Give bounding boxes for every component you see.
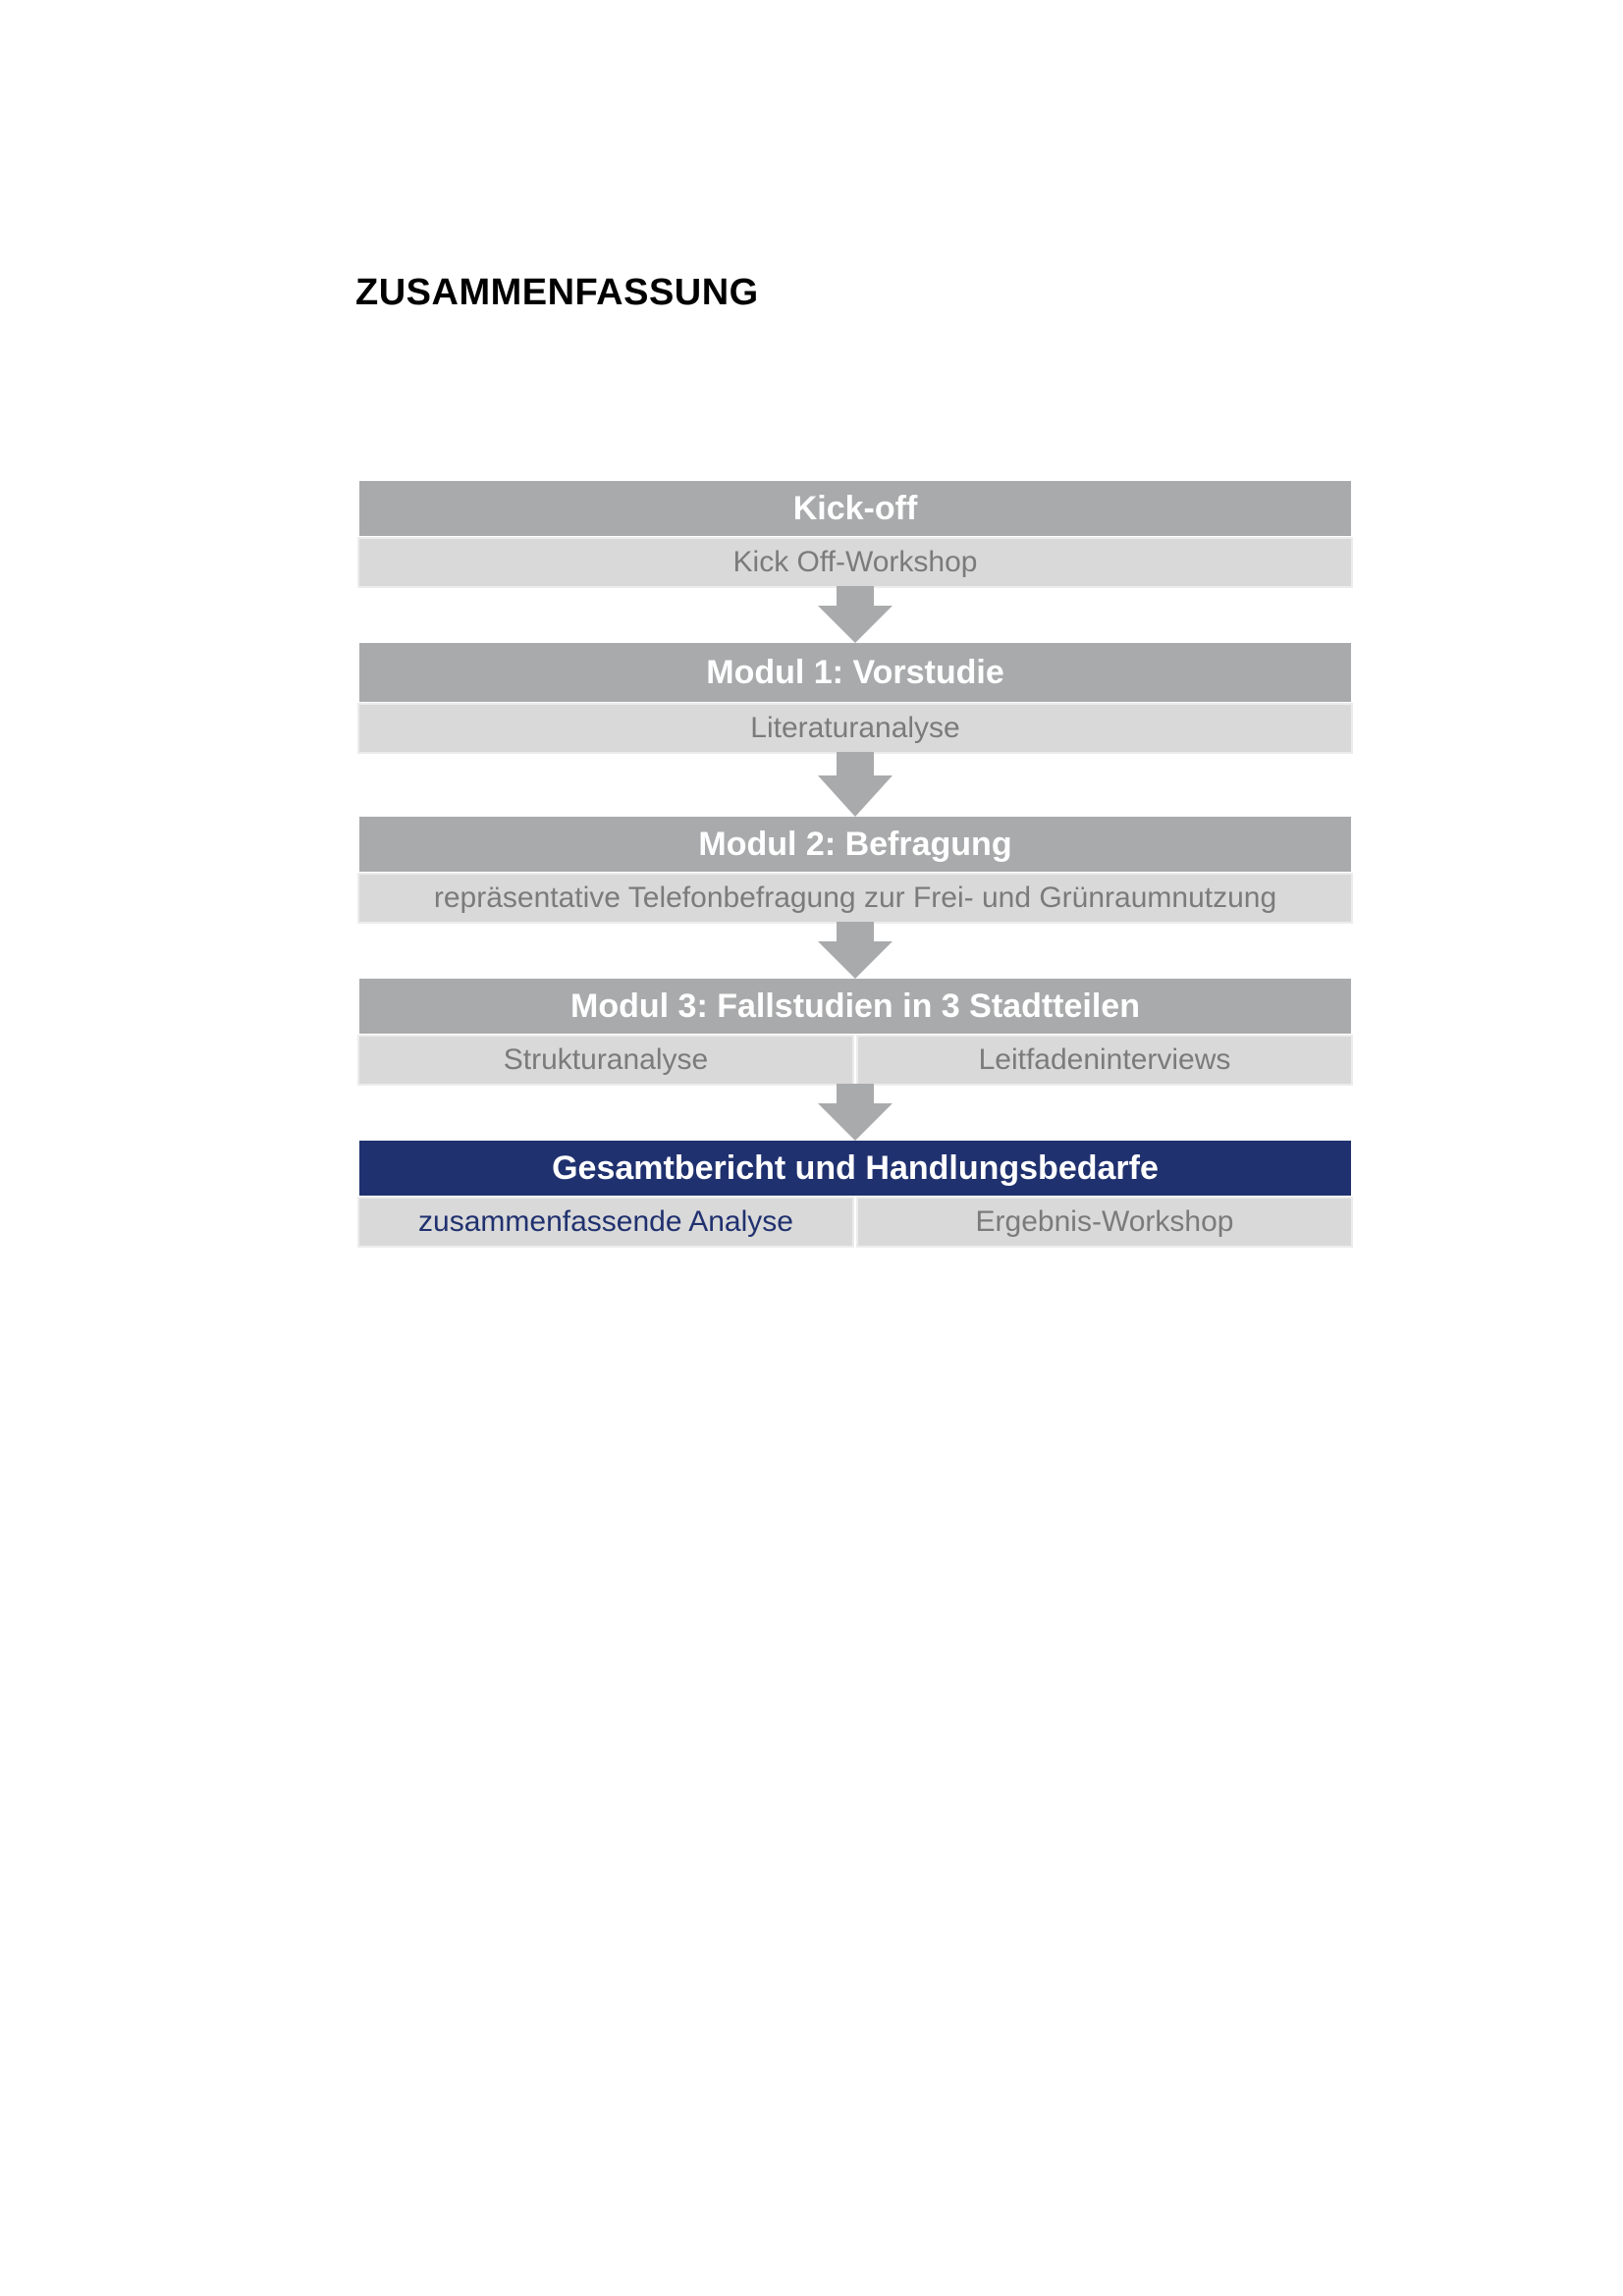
stage-kick-off [359,481,1351,586]
stage-item: Strukturanalyse [359,1037,852,1084]
stage-gesamtbericht [359,1141,1351,1246]
arrow-down-icon [818,922,893,979]
page-title: ZUSAMMENFASSUNG [355,272,759,313]
stage-items [359,1199,1351,1246]
stage-heading: Kick-off [359,481,1351,536]
stage-items [359,539,1351,586]
stage-heading: Modul 3: Fallstudien in 3 Stadtteilen [359,979,1351,1034]
arrow-down-icon [818,586,893,643]
stage-items [359,875,1351,922]
stage-modul-3 [359,979,1351,1084]
stage-item: Leitfadeninterviews [858,1037,1351,1084]
stage-items [359,1037,1351,1084]
stage-modul-1 [359,643,1351,752]
arrow-down-icon [818,1084,893,1141]
arrow-down-icon [818,752,893,817]
stage-item: Kick Off-Workshop [359,539,1351,586]
stage-item: Ergebnis-Workshop [858,1199,1351,1246]
stage-item: repräsentative Telefonbefragung zur Frei- und Grünraumnutzung [359,875,1351,922]
stage-items [359,705,1351,752]
stage-heading: Gesamtbericht und Handlungsbedarfe [359,1141,1351,1196]
stage-heading: Modul 1: Vorstudie [359,643,1351,702]
stage-item: Literaturanalyse [359,705,1351,752]
stage-item: zusammenfassende Analyse [359,1199,852,1246]
stage-heading: Modul 2: Befragung [359,817,1351,872]
stage-modul-2 [359,817,1351,922]
process-flow-diagram [359,481,1351,1246]
